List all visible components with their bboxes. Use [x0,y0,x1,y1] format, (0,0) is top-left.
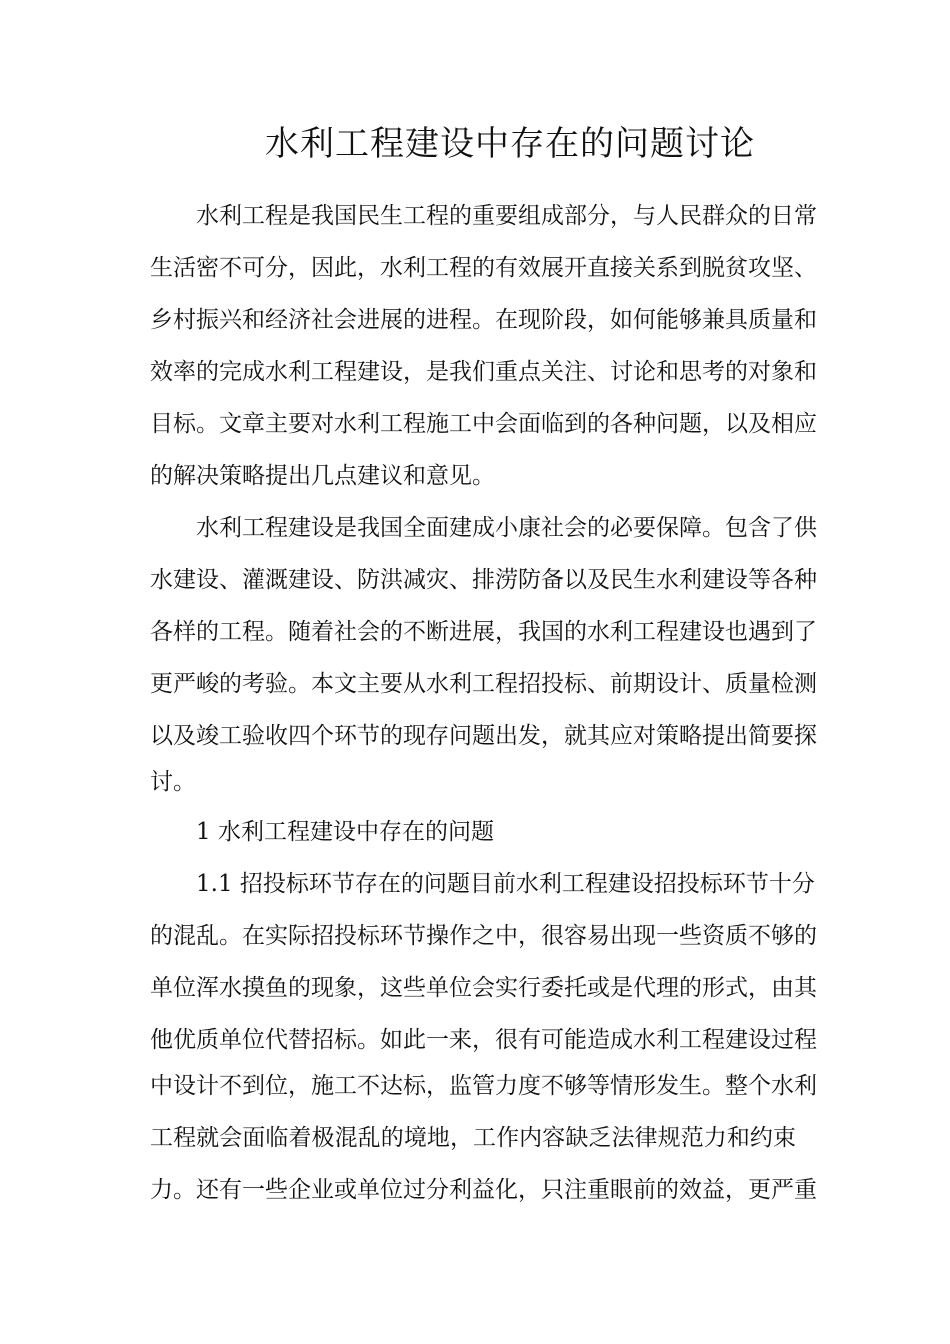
paragraph-2-line-6: 讨。 [150,769,196,795]
paragraph-3-line-2: 的混乱。在实际招投标环节操作之中，很容易出现一些资质不够的 [150,923,817,949]
paragraph-1-line-5: 目标。文章主要对水利工程施工中会面临到的各种问题，以及相应 [150,411,817,437]
paragraph-2-line-5: 以及竣工验收四个环节的现存问题出发，就其应对策略提出简要探 [150,723,817,749]
paragraph-3-line-6: 工程就会面临着极混乱的境地，工作内容缺乏法律规范力和约束 [150,1125,796,1151]
paragraph-1-line-2: 生活密不可分，因此，水利工程的有效展开直接关系到脱贫攻坚、 [150,255,817,281]
section-heading-1: 1 水利工程建设中存在的问题 [196,819,494,845]
paragraph-3-line-1: 1.1 招投标环节存在的问题目前水利工程建设招投标环节十分 [196,871,815,897]
paragraph-2-line-4: 更严峻的考验。本文主要从水利工程招投标、前期设计、质量检测 [150,671,817,697]
paragraph-1-line-1: 水利工程是我国民生工程的重要组成部分，与人民群众的日常 [196,203,817,229]
paragraph-3-line-4: 他优质单位代替招标。如此一来，很有可能造成水利工程建设过程 [150,1027,817,1053]
paragraph-2-line-1: 水利工程建设是我国全面建成小康社会的必要保障。包含了供 [196,515,817,541]
paragraph-3-line-7: 力。还有一些企业或单位过分利益化，只注重眼前的效益，更严重 [150,1177,817,1203]
paragraph-1-line-3: 乡村振兴和经济社会进展的进程。在现阶段，如何能够兼具质量和 [150,307,817,333]
paragraph-2-line-2: 水建设、灌溉建设、防洪减灾、排涝防备以及民生水利建设等各种 [150,567,817,593]
document-title: 水利工程建设中存在的问题讨论 [265,124,755,164]
paragraph-1-line-6: 的解决策略提出几点建议和意见。 [150,463,495,489]
paragraph-3-line-3: 单位浑水摸鱼的现象，这些单位会实行委托或是代理的形式，由其 [150,975,817,1001]
paragraph-1-line-4: 效率的完成水利工程建设，是我们重点关注、讨论和思考的对象和 [150,359,817,385]
paragraph-3-line-5: 中设计不到位，施工不达标，监管力度不够等情形发生。整个水利 [150,1073,817,1099]
paragraph-2-line-3: 各样的工程。随着社会的不断进展，我国的水利工程建设也遇到了 [150,619,817,645]
